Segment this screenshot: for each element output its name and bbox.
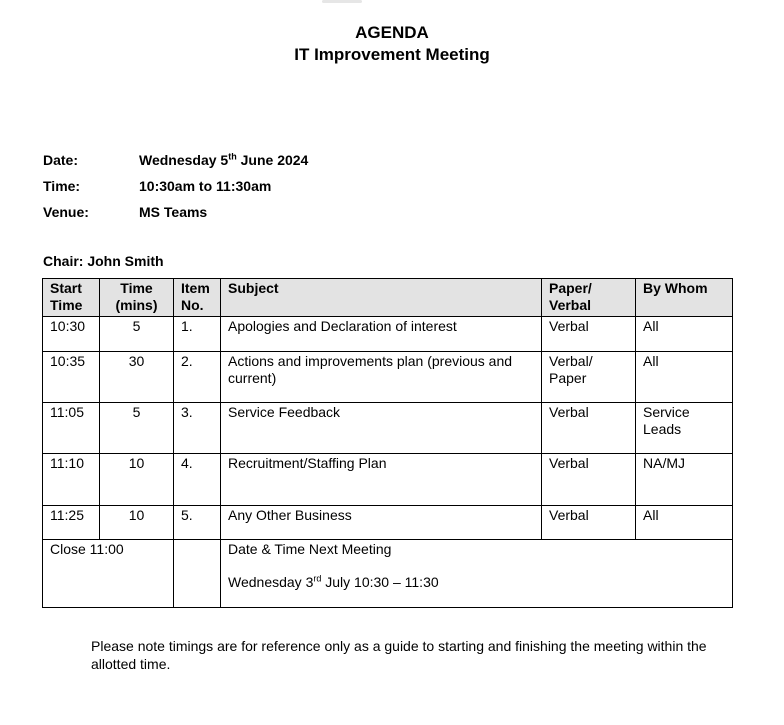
header-item-line1: Item [181, 280, 210, 296]
next-meeting-cell [221, 540, 733, 608]
table-row [43, 352, 733, 403]
time-label: Time: [43, 178, 81, 194]
header-start-time-line1: Start [50, 280, 82, 296]
row-by-whom [636, 454, 733, 506]
row-item-no: 5. [174, 506, 221, 540]
date-label: Date: [43, 152, 79, 168]
meeting-title: IT Improvement Meeting [294, 45, 490, 64]
table-row [43, 506, 733, 540]
venue-label: Venue: [43, 204, 89, 220]
close-time: Close 11:00 [43, 540, 174, 608]
row-item-no: 3. [174, 403, 221, 454]
row-by-whom [636, 403, 733, 454]
row-start-time: 11:05 [43, 403, 100, 454]
row-start-time: 11:25 [43, 506, 100, 540]
next-meeting-date-rest: July 10:30 – 11:30 [321, 574, 439, 590]
next-meeting-label: Date & Time Next Meeting [228, 541, 392, 557]
header-paper-verbal [542, 279, 636, 317]
timing-footnote: Please note timings are for reference only as a guide to starting and finishing the meeting within the allotted time. [91, 638, 707, 672]
row-start-time: 11:10 [43, 454, 100, 506]
time-value: 10:30am to 11:30am [139, 178, 272, 194]
row-by-whom [636, 506, 733, 540]
header-paper-line1: Paper/ [549, 280, 592, 296]
table-row [43, 403, 733, 454]
row-by-whom [636, 352, 733, 403]
header-item-no [174, 279, 221, 317]
row-duration: 10 [100, 506, 174, 540]
row-subject: Actions and improvements plan (previous and current) [221, 352, 542, 403]
row-item-no: 1. [174, 317, 221, 352]
row-whom-line1: All [643, 318, 659, 334]
row-subject: Service Feedback [221, 403, 542, 454]
agenda-title: AGENDA [355, 23, 429, 42]
row-whom-line1: Service [643, 404, 690, 420]
date-value-ordinal: th [228, 151, 237, 162]
row-paper-verbal [542, 317, 636, 352]
row-duration: 30 [100, 352, 174, 403]
table-row [43, 454, 733, 506]
row-paper-line1: Verbal/ [549, 353, 593, 369]
date-value-rest: June 2024 [236, 152, 309, 168]
venue-value: MS Teams [139, 204, 208, 220]
row-item-no: 2. [174, 352, 221, 403]
document-title-block [0, 22, 784, 66]
close-empty-cell [174, 540, 221, 608]
chair-line: Chair: John Smith [43, 253, 164, 269]
row-paper-line2: Paper [549, 370, 587, 386]
row-whom-line1: NA/MJ [643, 455, 685, 471]
date-value-main: Wednesday 5 [139, 152, 229, 168]
header-duration [100, 279, 174, 317]
row-duration: 5 [100, 317, 174, 352]
row-duration: 5 [100, 403, 174, 454]
agenda-table [42, 278, 733, 608]
row-paper-line1: Verbal [549, 318, 589, 334]
top-decoration [322, 0, 362, 3]
row-whom-line1: All [643, 507, 659, 523]
row-paper-line1: Verbal [549, 507, 589, 523]
close-row [43, 540, 733, 608]
row-subject: Recruitment/Staffing Plan [221, 454, 542, 506]
next-meeting-date [228, 574, 725, 591]
next-meeting-date-main: Wednesday 3 [228, 574, 314, 590]
header-subject: Subject [221, 279, 542, 317]
row-paper-verbal [542, 352, 636, 403]
header-start-time-line2: Time [50, 297, 83, 313]
table-row [43, 317, 733, 352]
header-item-line2: No. [181, 297, 204, 313]
row-item-no: 4. [174, 454, 221, 506]
row-paper-line1: Verbal [549, 455, 589, 471]
header-by-whom: By Whom [636, 279, 733, 317]
row-by-whom [636, 317, 733, 352]
next-meeting-date-ordinal: rd [313, 573, 322, 584]
row-start-time: 10:30 [43, 317, 100, 352]
header-duration-line1: Time [120, 280, 153, 296]
header-start-time [43, 279, 100, 317]
table-header-row [43, 279, 733, 317]
row-paper-verbal [542, 403, 636, 454]
date-value [139, 152, 308, 168]
row-whom-line1: All [643, 353, 659, 369]
row-paper-line1: Verbal [549, 404, 589, 420]
row-duration: 10 [100, 454, 174, 506]
row-whom-line2: Leads [643, 421, 682, 437]
row-paper-verbal [542, 506, 636, 540]
header-paper-line2: Verbal [549, 297, 592, 313]
row-start-time: 10:35 [43, 352, 100, 403]
row-paper-verbal [542, 454, 636, 506]
header-duration-line2: (mins) [115, 297, 158, 313]
row-subject: Apologies and Declaration of interest [221, 317, 542, 352]
row-subject: Any Other Business [221, 506, 542, 540]
